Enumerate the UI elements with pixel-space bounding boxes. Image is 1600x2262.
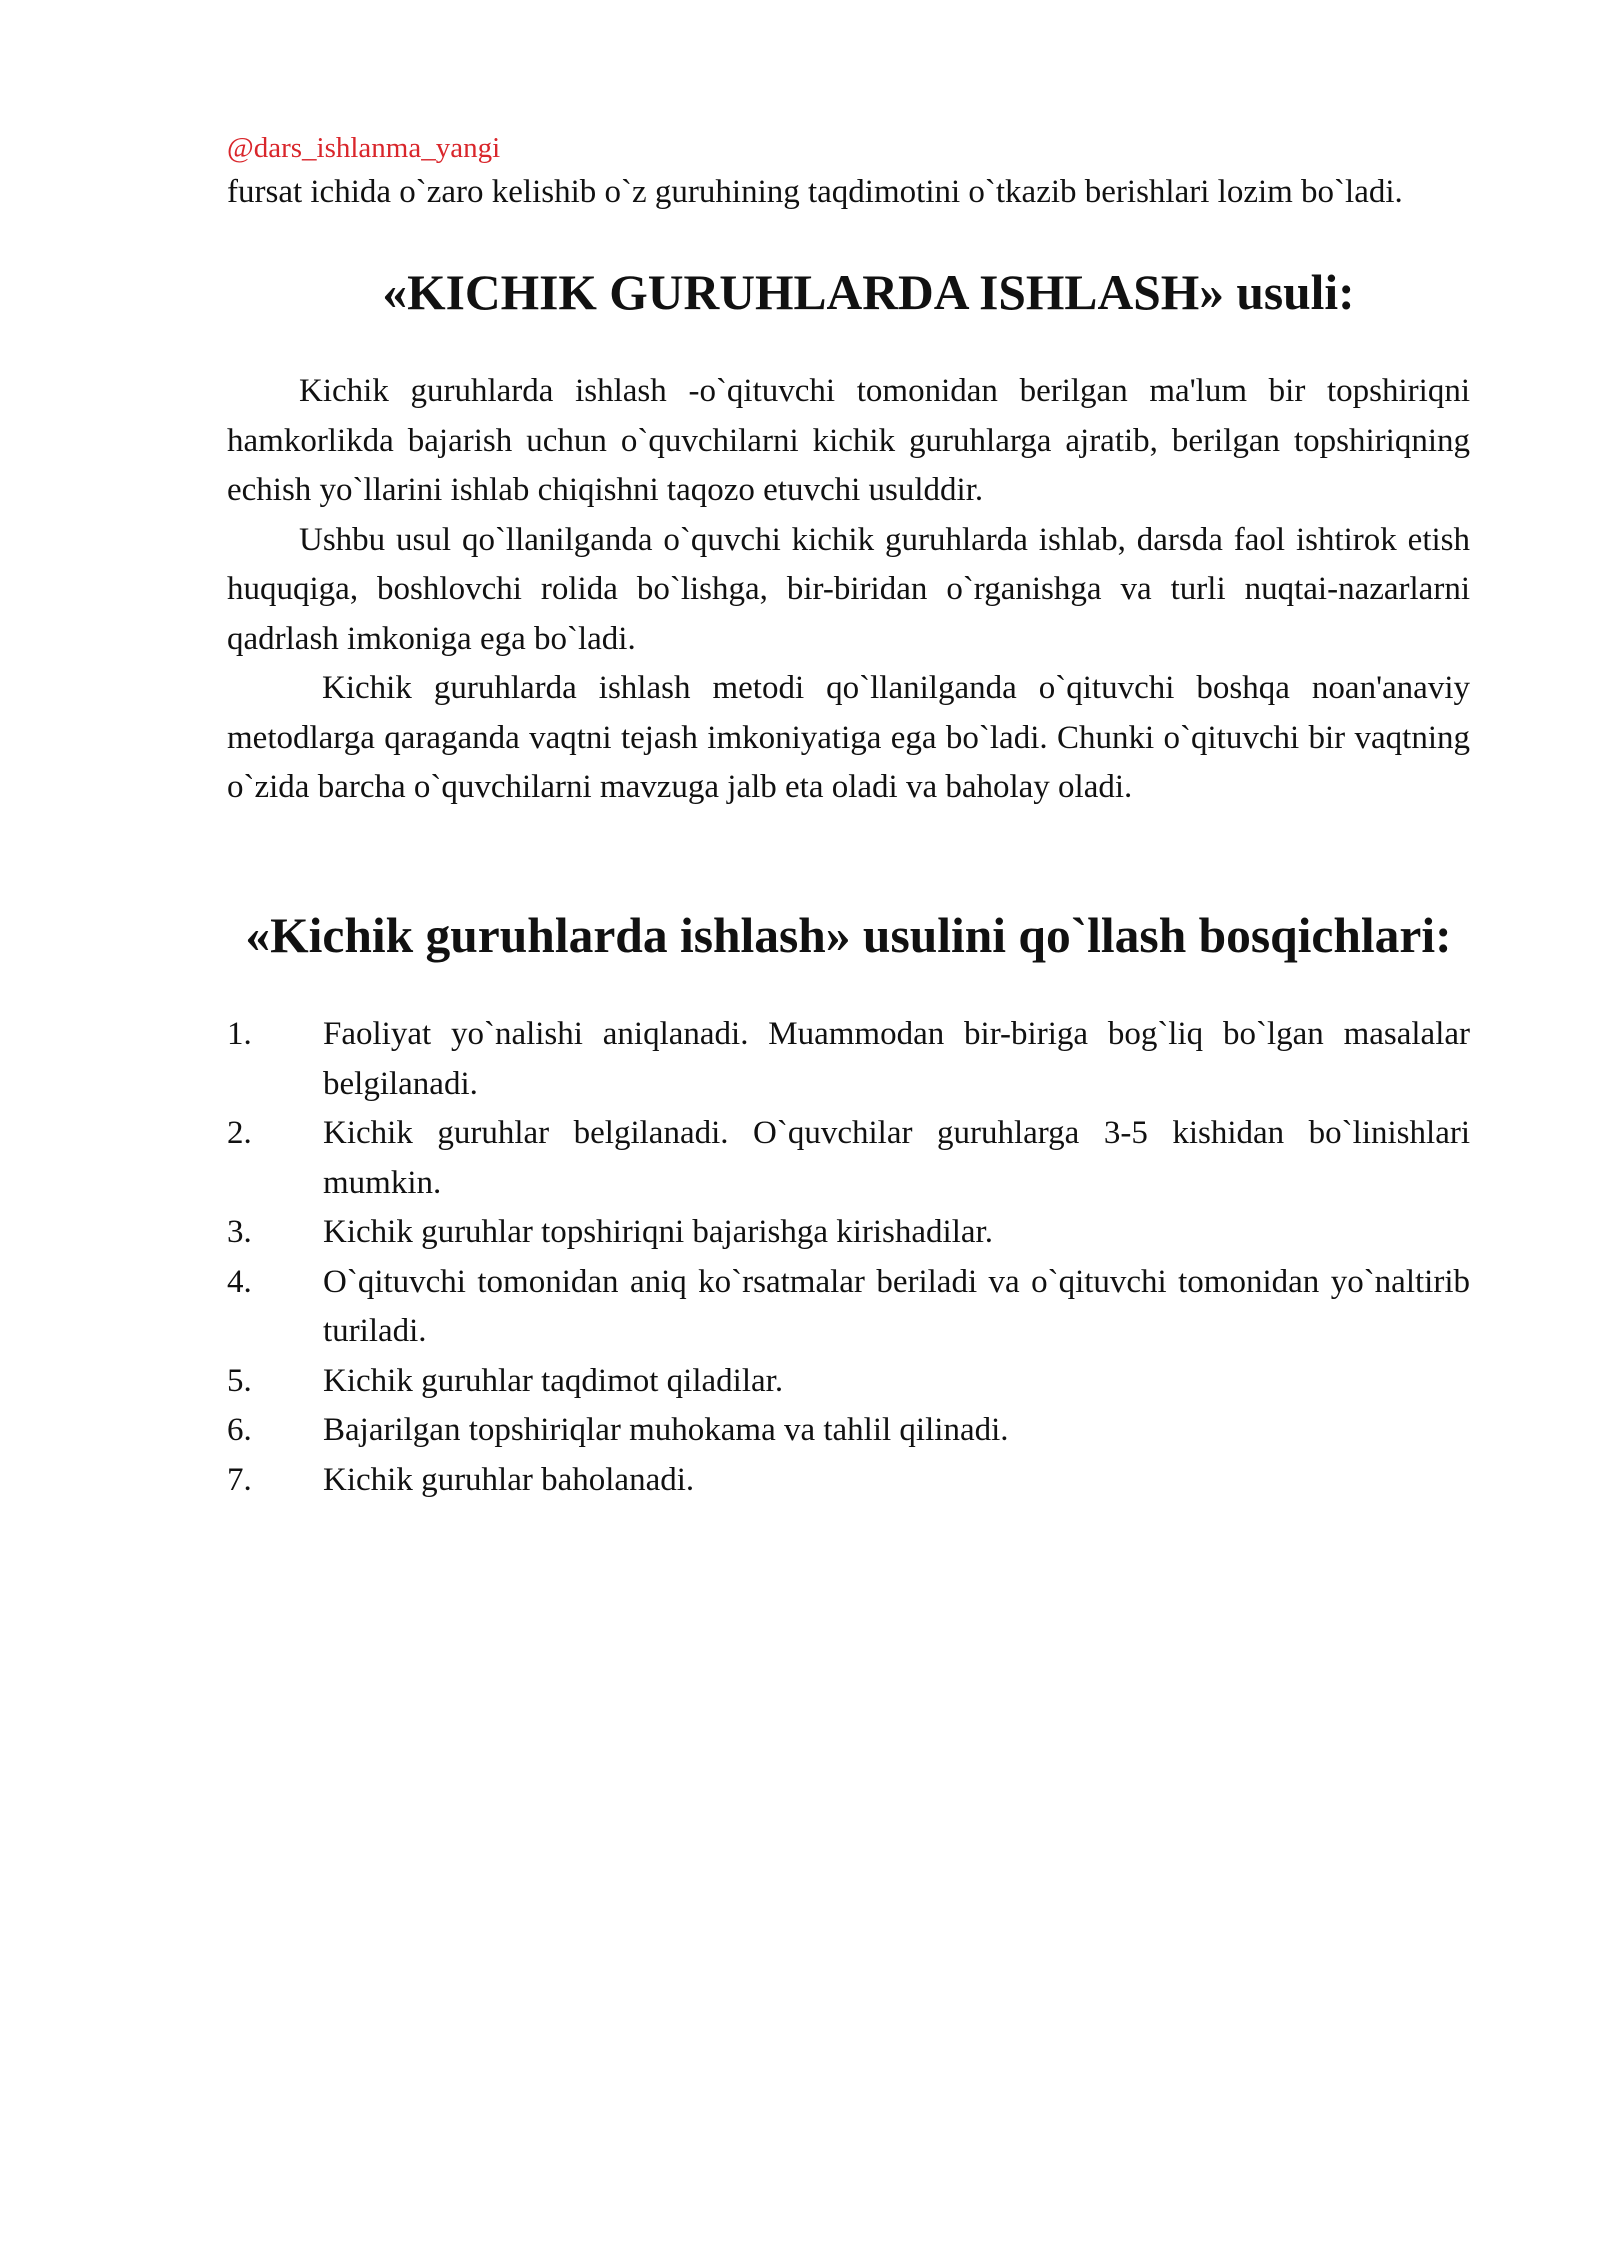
list-item [227, 1456, 1470, 1506]
list-item-number: 1. [227, 1016, 252, 1052]
list-item [227, 1208, 1470, 1258]
list-item-text: Kichik guruhlar baholanadi. [323, 1461, 695, 1498]
list-item-number: 6. [227, 1412, 252, 1448]
list-item-text: Kichik guruhlar topshiriqni bajarishga kirishadilar. [323, 1214, 993, 1250]
list-item [227, 1109, 1470, 1208]
list-item-text: Bajarilgan topshiriqlar muhokama va tahlil qilinadi. [323, 1412, 1009, 1448]
method-paragraph-2: Ushbu usul qo`llanilganda o`quvchi kichik guruhlarda ishlab, darsda faol ishtirok etish huquqiga, boshlovchi rolida bo`lishga, bir-biridan o`rganishga va turli nuqtai-nazarlarni qadrlash imkoniga ega bo`ladi. [227, 521, 1470, 657]
list-item [227, 1010, 1470, 1109]
list-item-number: 5. [227, 1362, 252, 1399]
list-item-text: Faoliyat yo`nalishi aniqlanadi. Muammodan bir-biriga bog`liq bo`lgan masalalar belgilanadi. [323, 1016, 1470, 1102]
section-title-method: «KICHIK GURUHLARDA ISHLASH» usuli: [382, 264, 1355, 320]
intro-paragraph: fursat ichida o`zaro kelishib o`z guruhining taqdimotini o`tkazib berishlari lozim bo`ladi. [227, 174, 1403, 210]
list-item-number: 4. [227, 1263, 252, 1300]
list-item-number: 3. [227, 1214, 252, 1250]
document-page [227, 128, 1470, 1505]
list-item [227, 1406, 1470, 1456]
watermark-handle: @dars_ishlanma_yangi [227, 132, 501, 164]
stages-list [227, 1010, 1470, 1505]
list-item-text: Kichik guruhlar belgilanadi. O`quvchilar guruhlarga 3-5 kishidan bo`linishlari mumkin. [323, 1115, 1470, 1201]
list-item-number: 7. [227, 1461, 252, 1498]
list-item-number: 2. [227, 1115, 252, 1151]
list-item-text: Kichik guruhlar taqdimot qiladilar. [323, 1362, 784, 1399]
method-paragraph-3: Kichik guruhlarda ishlash metodi qo`llanilganda o`qituvchi boshqa noan'anaviy metodlarga qaraganda vaqtni tejash imkoniyatiga ega bo`ladi. Chunki o`qituvchi bir vaqtning o`zida barcha o`quvchilarni mavzuga jalb eta oladi va baholay oladi. [227, 670, 1470, 805]
method-paragraph-1: Kichik guruhlarda ishlash -o`qituvchi tomonidan berilgan ma'lum bir topshiriqni hamkorlikda bajarish uchun o`quvchilarni kichik guruhlarga ajratib, berilgan topshiriqning echish yo`llarini ishlab chiqishni taqozo etuvchi usulddir. [227, 373, 1470, 508]
list-item-text: O`qituvchi tomonidan aniq ko`rsatmalar beriladi va o`qituvchi tomonidan yo`naltirib turiladi. [323, 1263, 1470, 1349]
section-title-stages: «Kichik guruhlarda ishlash» usulini qo`llash bosqichlari: [245, 907, 1452, 963]
list-item [227, 1258, 1470, 1357]
list-item [227, 1357, 1470, 1407]
